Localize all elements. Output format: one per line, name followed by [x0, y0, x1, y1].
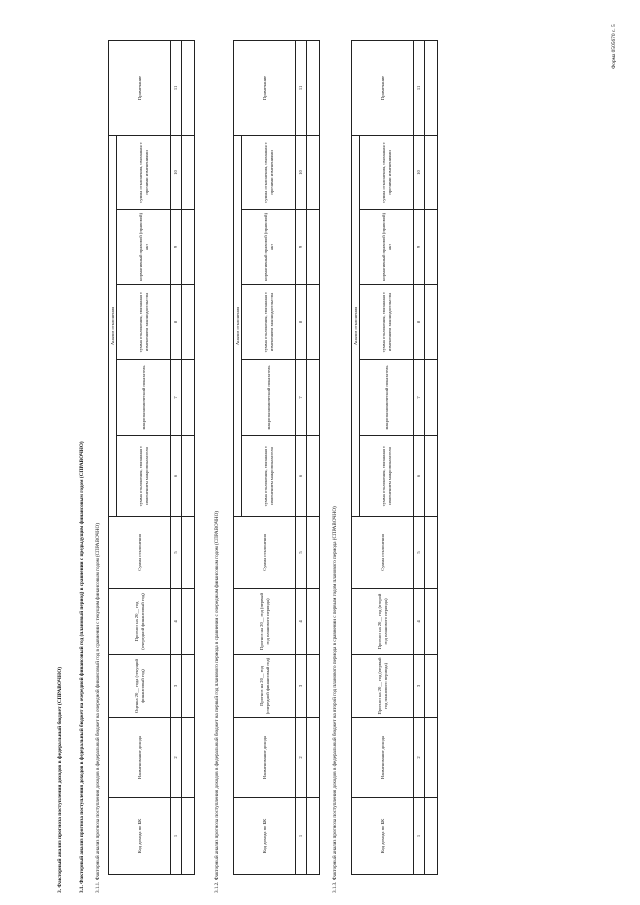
header-cell: Наименование дохода — [234, 718, 296, 798]
data-cell — [182, 285, 195, 360]
section-title-2: 3.1.2. Факторный анализ прогноза поступления доходов в федеральный бюджет на первый год планового периода в сравнении с очередным финансовым годом (СПРАВОЧНО) — [214, 511, 220, 893]
data-cell — [307, 436, 320, 517]
data-cell — [425, 517, 438, 589]
header-cell: Сумма отклонения — [109, 517, 171, 589]
header-cell: макроэкономический показатель — [117, 360, 171, 436]
column-number: 4 — [171, 589, 182, 655]
column-number: 6 — [414, 436, 425, 517]
data-cell — [425, 285, 438, 360]
analysis-table-1 — [108, 40, 195, 875]
section-title-1: 3.1.1. Факторный анализ прогноза поступления доходов в федеральный бюджет на очередной финансовый год в сравнении с текущим финансовым годом (СПРАВОЧНО) — [95, 523, 101, 893]
data-cell — [307, 589, 320, 655]
column-number: 5 — [296, 517, 307, 589]
header-cell: сумма отклонения, связанная с изменением макропоказателя — [117, 436, 171, 517]
column-number: 9 — [414, 210, 425, 285]
column-number: 4 — [296, 589, 307, 655]
data-cell — [307, 655, 320, 718]
data-cell — [425, 135, 438, 209]
header-cell: макроэкономический показатель — [242, 360, 296, 436]
data-cell — [307, 135, 320, 209]
analysis-table-2 — [233, 40, 320, 875]
data-cell — [307, 40, 320, 135]
column-number: 7 — [171, 360, 182, 436]
header-cell: сумма отклонения, связанная с изменением макропоказателя — [360, 436, 414, 517]
column-number: 9 — [171, 210, 182, 285]
column-number: 2 — [296, 718, 307, 798]
data-cell — [307, 360, 320, 436]
table-row — [182, 40, 195, 874]
header-cell: Наименование дохода — [109, 718, 171, 798]
column-number: 2 — [414, 718, 425, 798]
data-cell — [182, 718, 195, 798]
header-cell: Прогноз на 20__ год (очередной финансовый год) — [234, 655, 296, 718]
column-number: 9 — [296, 210, 307, 285]
header-cell: сумма отклонения, связанная с изменением макропоказателя — [242, 436, 296, 517]
section-title-3: 3.1.3. Факторный анализ прогноза поступления доходов в федеральный бюджет на второй год планового периода в сравнении с первым годом планового периода (СПРАВОЧНО) — [332, 506, 338, 893]
data-cell — [425, 655, 438, 718]
data-cell — [182, 360, 195, 436]
column-number: 10 — [171, 135, 182, 209]
header-cell: сумма отклонения, связанная с изменением законодательства — [242, 285, 296, 360]
data-cell — [182, 436, 195, 517]
data-cell — [307, 718, 320, 798]
data-cell — [425, 210, 438, 285]
header-cell: нормативный правовой (правовой) акт — [117, 210, 171, 285]
header-cell: Примечание — [234, 40, 296, 135]
column-number: 3 — [296, 655, 307, 718]
column-number: 7 — [414, 360, 425, 436]
header-cell: Примечание — [352, 40, 414, 135]
header-cell: Сумма отклонения — [234, 517, 296, 589]
column-number: 4 — [414, 589, 425, 655]
data-cell — [182, 655, 195, 718]
header-cell: нормативный правовой (правовой) акт — [242, 210, 296, 285]
column-number: 5 — [171, 517, 182, 589]
group-header: Анализ отклонения — [352, 135, 360, 516]
header-cell: Сумма отклонения — [352, 517, 414, 589]
data-cell — [182, 40, 195, 135]
header-cell: Наименование дохода — [352, 718, 414, 798]
data-cell — [182, 589, 195, 655]
data-cell — [307, 517, 320, 589]
header-cell: сумма отклонения, связанная с изменением законодательства — [117, 285, 171, 360]
column-number: 7 — [296, 360, 307, 436]
data-cell — [182, 798, 195, 875]
header-cell: Оценка 20__ года (текущий финансовый год) — [109, 655, 171, 718]
column-number: 8 — [296, 285, 307, 360]
column-number: 3 — [171, 655, 182, 718]
header-cell: Прогноз на 20__ год (первый год планового периода) — [352, 655, 414, 718]
data-cell — [425, 40, 438, 135]
column-number: 8 — [414, 285, 425, 360]
group-header: Анализ отклонения — [234, 135, 242, 516]
header-cell: Прогноз на 20__ год (второй год планового периода) — [352, 589, 414, 655]
data-cell — [182, 135, 195, 209]
header-cell: Прогноз на 20__ год (первый год планового периода) — [234, 589, 296, 655]
data-cell — [307, 285, 320, 360]
data-cell — [307, 210, 320, 285]
header-cell: Примечание — [109, 40, 171, 135]
column-number: 1 — [296, 798, 307, 875]
subsection-heading: 3.1. Факторный анализ прогноза поступления доходов в федеральный бюджет на очередной финансовый год (плановый период) в сравнении с предыдущим финансовым годом (СПРАВОЧНО) — [79, 441, 85, 893]
header-cell: нормативный правовой (правовой) акт — [360, 210, 414, 285]
data-cell — [307, 798, 320, 875]
column-number: 3 — [414, 655, 425, 718]
data-cell — [425, 589, 438, 655]
data-cell — [425, 798, 438, 875]
group-header: Анализ отклонения — [109, 135, 117, 516]
column-number: 1 — [171, 798, 182, 875]
header-cell: сумма отклонения, связанная с прочими изменениями — [242, 135, 296, 209]
column-number: 10 — [414, 135, 425, 209]
header-cell: макроэкономический показатель — [360, 360, 414, 436]
data-cell — [425, 718, 438, 798]
header-cell: Код дохода по БК — [352, 798, 414, 875]
data-cell — [182, 210, 195, 285]
analysis-table-3 — [351, 40, 438, 875]
column-number: 1 — [414, 798, 425, 875]
section-heading: 3. Факторный анализ прогноза поступления доходов в федеральный бюджет (СПРАВОЧНО) — [57, 666, 63, 893]
header-cell: Прогноз на 20__ год (очередной финансовый год) — [109, 589, 171, 655]
header-cell: Код дохода по БК — [234, 798, 296, 875]
table-row — [425, 40, 438, 874]
data-cell — [425, 360, 438, 436]
data-cell — [182, 517, 195, 589]
column-number: 10 — [296, 135, 307, 209]
header-cell: сумма отклонения, связанная с изменением законодательства — [360, 285, 414, 360]
column-number: 6 — [296, 436, 307, 517]
table-row — [307, 40, 320, 874]
data-cell — [425, 436, 438, 517]
column-number: 11 — [296, 40, 307, 135]
column-number: 6 — [171, 436, 182, 517]
form-number: Форма 0505670 с. 5 — [611, 24, 617, 69]
column-number: 8 — [171, 285, 182, 360]
header-cell: сумма отклонения, связанная с прочими изменениями — [117, 135, 171, 209]
header-cell: сумма отклонения, связанная с прочими изменениями — [360, 135, 414, 209]
column-number: 5 — [414, 517, 425, 589]
column-number: 11 — [171, 40, 182, 135]
header-cell: Код дохода по БК — [109, 798, 171, 875]
column-number: 11 — [414, 40, 425, 135]
column-number: 2 — [171, 718, 182, 798]
